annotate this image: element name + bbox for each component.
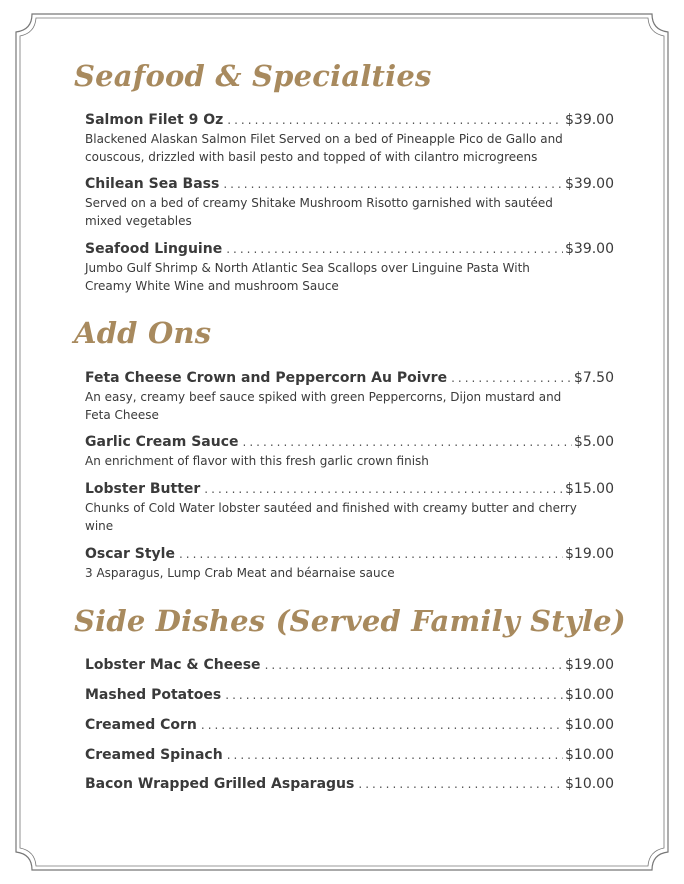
section-title-add-ons: Add Ons [74, 316, 212, 350]
item-price: $19.00 [565, 546, 614, 562]
item-price: $7.50 [573, 370, 614, 386]
menu-item [85, 175, 614, 230]
menu-item [85, 480, 614, 535]
item-price: $10.00 [565, 776, 614, 792]
menu-item [85, 369, 614, 424]
section-title-side-dishes: Side Dishes (Served Family Style) [74, 604, 626, 638]
dot-leader [223, 175, 563, 193]
item-name: Salmon Filet 9 Oz [85, 112, 224, 128]
dot-leader [227, 746, 563, 764]
menu-item [85, 686, 614, 704]
section-title-seafood: Seafood & Specialties [74, 59, 432, 93]
item-name: Feta Cheese Crown and Peppercorn Au Poivre [85, 370, 448, 386]
item-description: Served on a bed of creamy Shitake Mushroom Risotto garnished with sautéed mixed vegetables [85, 196, 553, 228]
item-price: $10.00 [565, 747, 614, 763]
item-price: $10.00 [565, 717, 614, 733]
item-name: Creamed Corn [85, 717, 197, 733]
menu-item [85, 656, 614, 674]
item-price: $5.00 [573, 434, 614, 450]
item-price: $19.00 [565, 657, 614, 673]
item-price: $39.00 [565, 241, 614, 257]
menu-item [85, 545, 614, 582]
item-name: Chilean Sea Bass [85, 176, 220, 192]
dot-leader [243, 433, 572, 451]
item-name: Garlic Cream Sauce [85, 434, 239, 450]
dot-leader [451, 369, 572, 387]
dot-leader [265, 656, 563, 674]
item-description: 3 Asparagus, Lump Crab Meat and béarnaise sauce [85, 566, 395, 580]
dot-leader [204, 480, 563, 498]
item-name: Creamed Spinach [85, 747, 223, 763]
menu-item [85, 775, 614, 793]
item-price: $39.00 [565, 112, 614, 128]
item-description: Blackened Alaskan Salmon Filet Served on a bed of Pineapple Pico de Gallo and couscous, drizzled with basil pesto and topped of with cilantro microgreens [85, 132, 563, 164]
item-name: Seafood Linguine [85, 241, 223, 257]
item-name: Lobster Mac & Cheese [85, 657, 261, 673]
item-description: An easy, creamy beef sauce spiked with green Peppercorns, Dijon mustard and Feta Cheese [85, 390, 562, 422]
item-description: Jumbo Gulf Shrimp & North Atlantic Sea Scallops over Linguine Pasta With Creamy White Wine and mushroom Sauce [85, 261, 530, 293]
menu-item [85, 716, 614, 734]
dot-leader [227, 111, 563, 129]
item-name: Mashed Potatoes [85, 687, 222, 703]
dot-leader [179, 545, 563, 563]
dot-leader [201, 716, 563, 734]
item-description: Chunks of Cold Water lobster sautéed and finished with creamy butter and cherry wine [85, 501, 577, 533]
dot-leader [225, 686, 563, 704]
menu-item [85, 433, 614, 470]
item-price: $15.00 [565, 481, 614, 497]
dot-leader [358, 775, 563, 793]
dot-leader [226, 240, 563, 258]
item-name: Bacon Wrapped Grilled Asparagus [85, 776, 355, 792]
item-price: $39.00 [565, 176, 614, 192]
item-price: $10.00 [565, 687, 614, 703]
item-name: Oscar Style [85, 546, 175, 562]
menu-item [85, 746, 614, 764]
menu-item [85, 111, 614, 166]
item-name: Lobster Butter [85, 481, 201, 497]
item-description: An enrichment of flavor with this fresh garlic crown finish [85, 454, 429, 468]
menu-item [85, 240, 614, 295]
